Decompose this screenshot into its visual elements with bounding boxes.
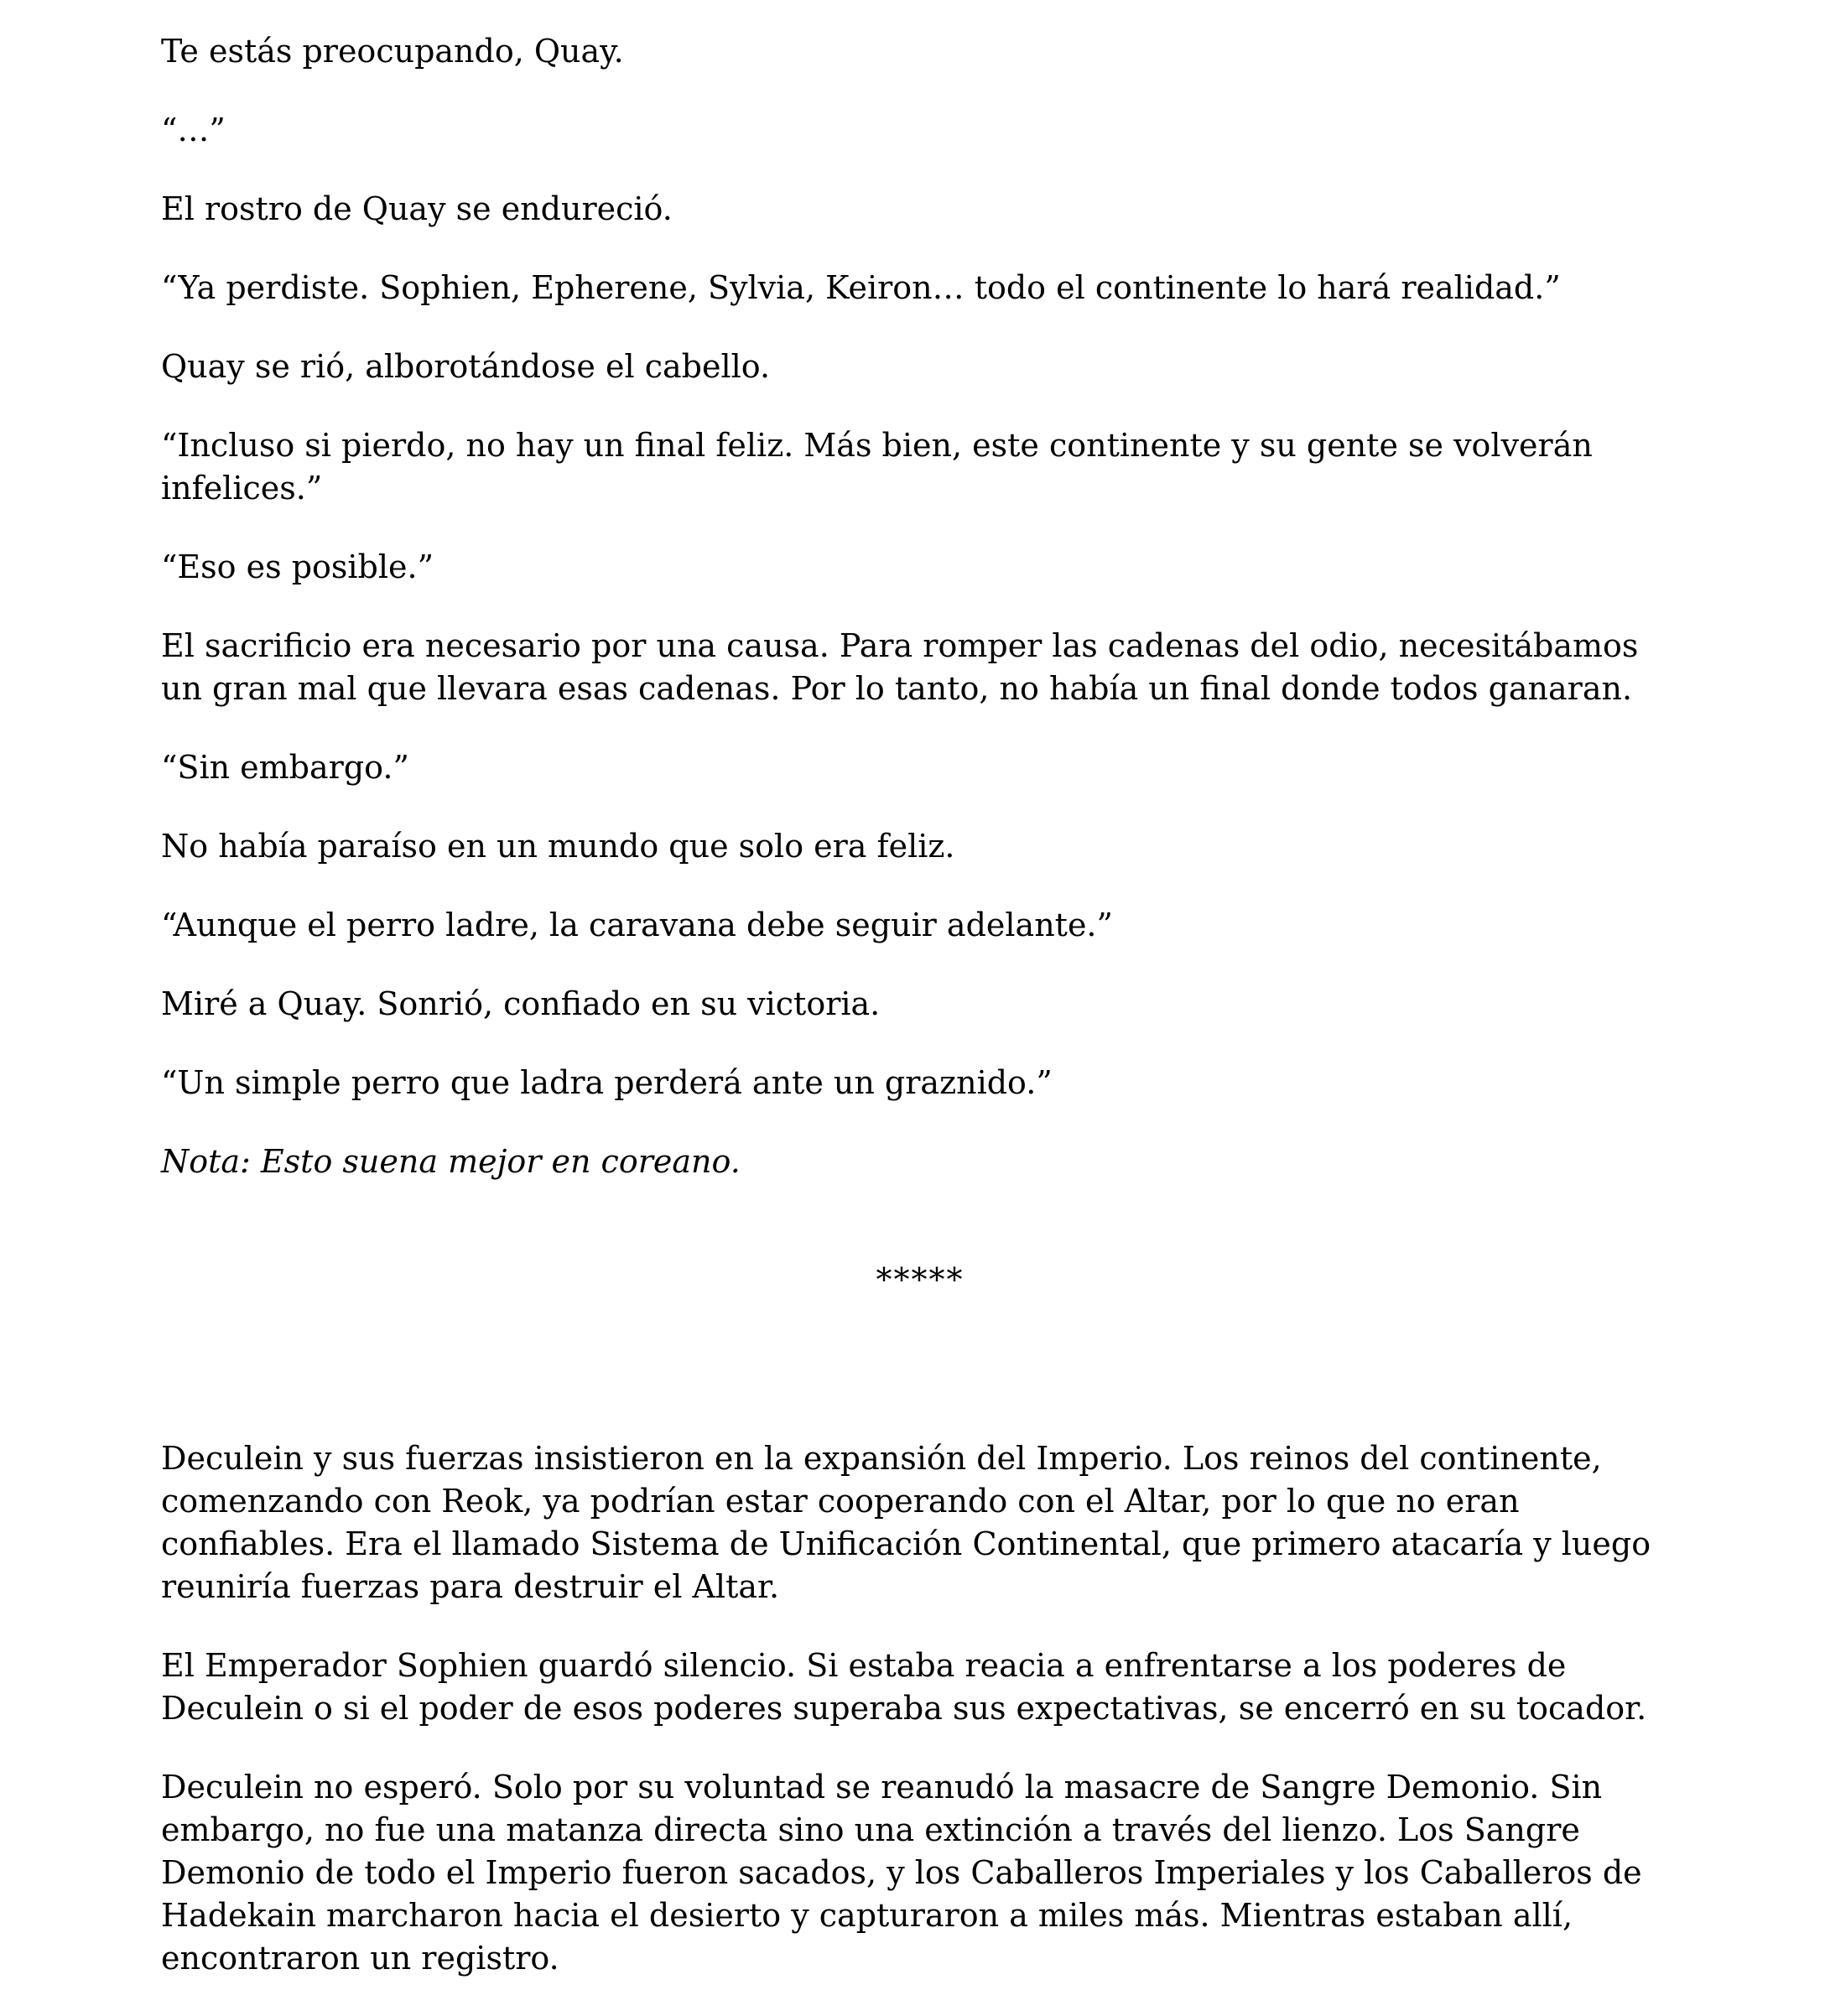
paragraph: “Ya perdiste. Sophien, Epherene, Sylvia, Keiron… todo el continente lo hará realidad.” <box>161 269 1561 306</box>
paragraph: Deculein y sus fuerzas insistieron en la expansión del Imperio. Los reinos del continente, comenzando con Reok, ya podrían estar cooperando con el Altar, por lo que no eran confiables. Era el llamado Sistema de Unificación Continental, que primero atacaría y luego reuniría fuerzas para destruir el Altar. <box>161 1440 1651 1605</box>
paragraph: “…” <box>161 112 226 148</box>
paragraph: “Incluso si pierdo, no hay un final feliz. Más bien, este continente y su gente se volverán infelices.” <box>161 427 1593 507</box>
paragraph: “Eso es posible.” <box>161 548 434 585</box>
paragraph: El Emperador Sophien guardó silencio. Si estaba reacia a enfrentarse a los poderes de Deculein o si el poder de esos poderes superaba sus expectativas, se encerró en su tocador. <box>161 1647 1647 1727</box>
paragraph: Quay se rió, alborotándose el cabello. <box>161 348 771 385</box>
paragraph: “Aunque el perro ladre, la caravana debe seguir adelante.” <box>161 907 1113 943</box>
paragraph: “Un simple perro que ladra perderá ante un graznido.” <box>161 1064 1053 1101</box>
paragraph: El sacrificio era necesario por una causa. Para romper las cadenas del odio, necesitábamos un gran mal que llevara esas cadenas. Por lo tanto, no había un final donde todos ganaran. <box>161 627 1639 707</box>
translator-note: Nota: Esto suena mejor en coreano. <box>161 1143 741 1180</box>
section-two <box>161 1437 1679 1980</box>
section-separator: ***** <box>876 1261 964 1298</box>
paragraph: No había paraíso en un mundo que solo era feliz. <box>161 828 955 865</box>
paragraph: Miré a Quay. Sonrió, confiado en su victoria. <box>161 985 881 1022</box>
paragraph: El rostro de Quay se endureció. <box>161 190 673 227</box>
paragraph: “Sin embargo.” <box>161 749 409 786</box>
document-page <box>161 30 1679 2016</box>
paragraph: Te estás preocupando, Quay. <box>161 33 624 70</box>
paragraph: Deculein no esperó. Solo por su voluntad se reanudó la masacre de Sangre Demonio. Sin embargo, no fue una matanza directa sino una extinción a través del lienzo. Los Sangre Demonio de todo el Imperio fueron sacados, y los Caballeros Imperiales y los Caballeros de Hadekain marcharon hacia el desierto y capturaron a miles más. Mientras estaban allí, encontraron un registro. <box>161 1769 1642 1977</box>
